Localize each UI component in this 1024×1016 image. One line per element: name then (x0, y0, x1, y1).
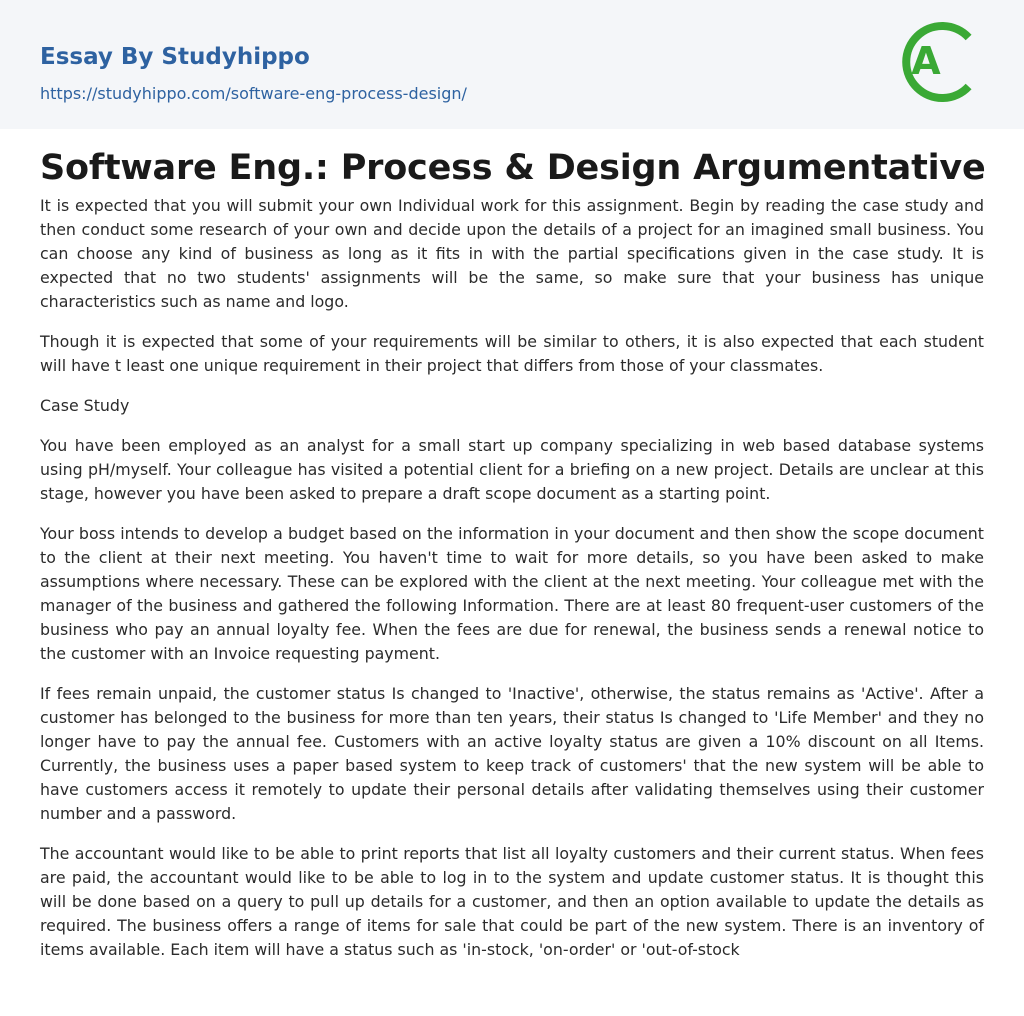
essay-content (0, 129, 1024, 962)
essay-paragraph: Your boss intends to develop a budget based on the information in your document and then show the scope document to the client at their next meeting. You haven't time to wait for more details, so you have been asked to make assumptions where necessary. These can be explored with the client at the next meeting. Your colleague met with the manager of the business and gathered the following Information. There are at least 80 frequent-user customers of the business who pay an annual loyalty fee. When the fees are due for renewal, the business sends a renewal notice to the customer with an Invoice requesting payment. (40, 524, 984, 663)
logo-letter: A (911, 39, 941, 83)
essay-paragraph: If fees remain unpaid, the customer status Is changed to 'Inactive', otherwise, the status remains as 'Active'. After a customer has belonged to the business for more than ten years, their status Is changed to 'Life Member' and they no longer have to pay the annual fee. Customers with an active loyalty status are given a 10% discount on all Items. Currently, the business uses a paper based system to keep track of customers' that the new system will be able to have customers access it remotely to update their personal details after validating themselves using their customer number and a password. (40, 684, 984, 823)
studyhippo-logo-icon[interactable] (900, 20, 984, 104)
site-title[interactable]: Essay By Studyhippo (40, 44, 310, 70)
site-header (0, 0, 1024, 129)
essay-paragraph: The accountant would like to be able to print reports that list all loyalty customers and their current status. When fees are paid, the accountant would like to be able to log in to the system and update customer status. It is thought this will be done based on a query to pull up details for a customer, and then an option available to update the details as required. The business offers a range of items for sale that could be part of the new system. There is an inventory of items available. Each item will have a status such as 'in-stock, 'on-order' or 'out-of-stock (40, 844, 984, 959)
essay-url-link[interactable]: https://studyhippo.com/software-eng-process-design/ (40, 84, 467, 103)
essay-paragraph: You have been employed as an analyst for a small start up company specializing in web based database systems using pH/myself. Your colleague has visited a potential client for a briefing on a new project. Details are unclear at this stage, however you have been asked to prepare a draft scope document as a starting point. (40, 436, 984, 503)
essay-paragraph: It is expected that you will submit your own Individual work for this assignment. Begin by reading the case study and then conduct some research of your own and decide upon the details of a project for an imagined small business. You can choose any kind of business as long as it fits in with the partial specifications given in the case study. It is expected that no two students' assignments will be the same, so make sure that your business has unique characteristics such as name and logo. (40, 196, 984, 311)
section-heading-case-study: Case Study (40, 396, 130, 415)
essay-title: Software Eng.: Process & Design Argumentative (40, 148, 986, 188)
essay-paragraph: Though it is expected that some of your requirements will be similar to others, it is also expected that each student will have t least one unique requirement in their project that differs from those of your classmates. (40, 332, 984, 375)
